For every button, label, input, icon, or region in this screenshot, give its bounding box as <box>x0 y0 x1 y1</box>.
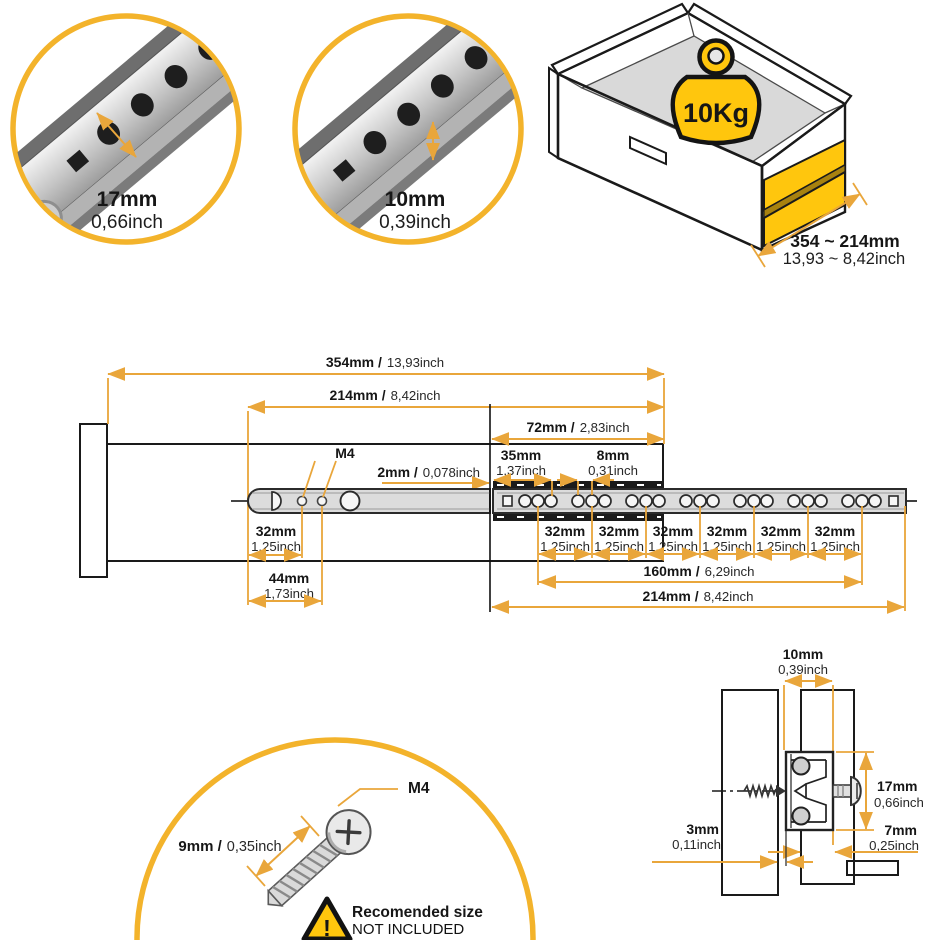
technical-drawing <box>80 354 917 612</box>
svg-text:32mm: 32mm <box>814 523 856 539</box>
svg-text:32mm: 32mm <box>598 523 640 539</box>
dim-32L-inch: 1,25inch <box>251 539 301 554</box>
dim-10-inch: 0,39inch <box>778 662 828 677</box>
svg-text:1,25inch: 1,25inch <box>648 539 698 554</box>
dim-44-mm: 44mm <box>268 570 310 586</box>
svg-text:32mm: 32mm <box>652 523 694 539</box>
weight-label: 10Kg <box>682 98 750 128</box>
dim-10mm-label: 10mm <box>384 188 446 211</box>
dim-214-label: 214mm / 8,42inch <box>329 387 441 403</box>
svg-text:1,25inch: 1,25inch <box>810 539 860 554</box>
rail-large-hole <box>341 492 360 511</box>
dim-72-label: 72mm / 2,83inch <box>526 419 630 435</box>
drawer-front-edge <box>549 68 558 158</box>
dim-35-inch: 1,37inch <box>496 463 546 478</box>
ball-bearing-bottom <box>793 808 810 825</box>
dim-17-inch: 0,66inch <box>874 795 924 810</box>
cross-section <box>652 646 924 895</box>
rail-m4-hole-2 <box>318 497 327 506</box>
svg-text:32mm: 32mm <box>706 523 748 539</box>
svg-text:1,25inch: 1,25inch <box>540 539 590 554</box>
m4-screw-label: M4 <box>408 780 430 797</box>
dim-3-inch: 0,11inch <box>672 837 721 852</box>
svg-text:1,25inch: 1,25inch <box>756 539 806 554</box>
dim-2-label: 2mm / 0,078inch <box>377 464 480 480</box>
drawer-illustration <box>549 4 905 268</box>
svg-text:32mm: 32mm <box>544 523 586 539</box>
cabinet-front-edge <box>80 424 107 577</box>
range-mm-label: 354 ~ 214mm <box>790 231 900 251</box>
drawer-handle-slot <box>630 137 666 164</box>
ball-bearing-top <box>793 758 810 775</box>
dim-160-label: 160mm / 6,29inch <box>643 563 755 579</box>
dim-17mm-inch-label: 0,66inch <box>91 212 163 233</box>
machine-screw-icon <box>833 777 861 805</box>
dim-17mm-label: 17mm <box>96 188 158 211</box>
dim-8-mm: 8mm <box>596 447 630 463</box>
m4-label: M4 <box>335 445 355 461</box>
rail-m4-hole-1 <box>298 497 307 506</box>
rail-square-hole-right <box>889 496 898 506</box>
dim-10-mm: 10mm <box>782 646 824 662</box>
svg-text:1,25inch: 1,25inch <box>594 539 644 554</box>
dim-7-inch: 0,25inch <box>869 838 919 853</box>
dim-32L-mm: 32mm <box>255 523 297 539</box>
svg-text:1,25inch: 1,25inch <box>702 539 752 554</box>
dim-17-mm: 17mm <box>877 778 918 794</box>
dim-35-mm: 35mm <box>500 447 542 463</box>
dim-10mm-inch-label: 0,39inch <box>379 212 451 233</box>
detail-circle-10mm <box>229 0 569 284</box>
rail-profile <box>786 752 833 830</box>
dim-8-inch: 0,31inch <box>588 463 638 478</box>
dim-44-inch: 1,73inch <box>264 586 314 601</box>
dim-9mm-label: 9mm / 0,35inch <box>178 838 282 855</box>
dim-214b-label: 214mm / 8,42inch <box>642 588 754 604</box>
not-included-label: NOT INCLUDED <box>352 921 465 938</box>
recommended-size-label: Recomended size <box>352 904 483 921</box>
rail-square-hole-left <box>503 496 512 506</box>
dim-354-label: 354mm / 13,93inch <box>325 354 445 370</box>
dim-3-mm: 3mm <box>686 821 719 837</box>
svg-text:32mm: 32mm <box>760 523 802 539</box>
range-inch-label: 13,93 ~ 8,42inch <box>782 250 906 268</box>
screw-illustration <box>137 740 533 940</box>
detail-circle-17mm <box>0 0 295 281</box>
warning-mark: ! <box>323 915 331 940</box>
dim-7-mm: 7mm <box>884 822 917 838</box>
